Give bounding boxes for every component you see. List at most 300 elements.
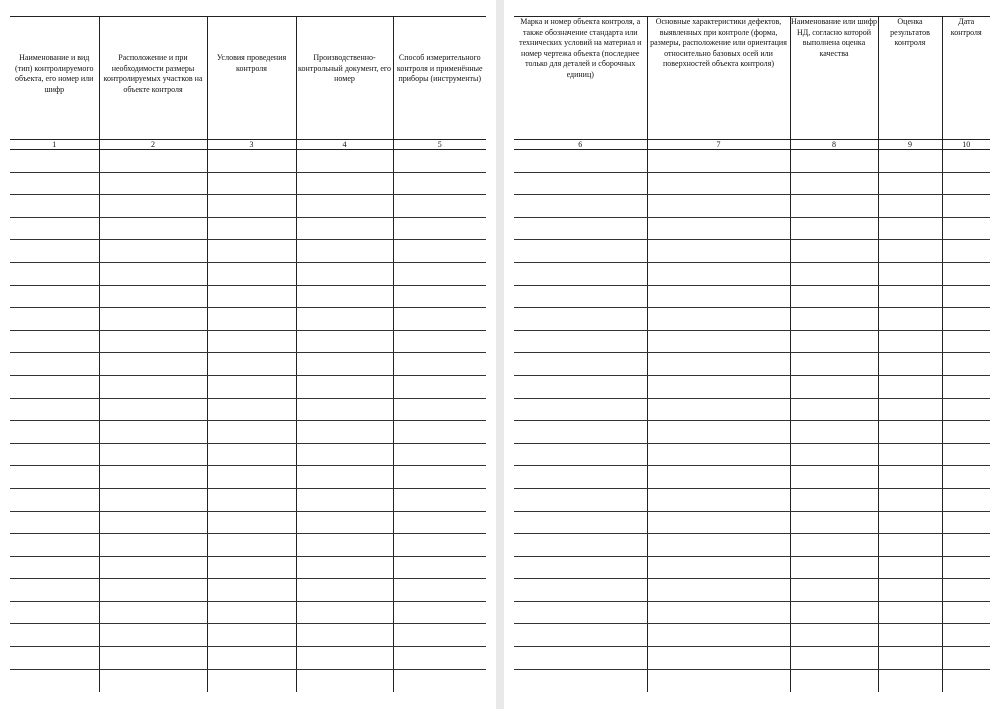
entry-cell[interactable]	[878, 398, 942, 421]
entry-cell[interactable]	[942, 308, 990, 331]
entry-cell[interactable]	[296, 466, 393, 489]
entry-row	[10, 375, 486, 398]
entry-cell[interactable]	[942, 579, 990, 602]
entry-cell[interactable]	[99, 488, 207, 511]
entry-cell[interactable]	[207, 647, 296, 670]
entry-cell[interactable]	[942, 262, 990, 285]
entry-cell[interactable]	[393, 330, 486, 353]
entry-cell[interactable]	[99, 172, 207, 195]
entry-cell[interactable]	[647, 601, 790, 624]
entry-row	[10, 285, 486, 308]
entry-cell[interactable]	[207, 195, 296, 218]
entry-row	[10, 240, 486, 263]
entry-cell[interactable]	[207, 556, 296, 579]
entry-cell[interactable]	[393, 421, 486, 444]
entry-cell[interactable]	[10, 285, 99, 308]
journal-table-right	[514, 16, 990, 692]
entry-cell[interactable]	[878, 330, 942, 353]
entry-cell[interactable]	[878, 669, 942, 692]
entry-cell[interactable]	[296, 172, 393, 195]
entry-cell[interactable]	[393, 511, 486, 534]
entry-cell[interactable]	[99, 398, 207, 421]
entry-cell[interactable]	[647, 647, 790, 670]
entry-cell[interactable]	[10, 443, 99, 466]
entry-cell[interactable]	[790, 330, 878, 353]
entry-row	[514, 195, 990, 218]
entry-cell[interactable]	[393, 624, 486, 647]
entry-cell[interactable]	[878, 353, 942, 376]
entry-cell[interactable]	[942, 647, 990, 670]
entry-row	[10, 398, 486, 421]
entry-cell[interactable]	[99, 669, 207, 692]
entry-cell[interactable]	[393, 647, 486, 670]
entry-cell[interactable]	[296, 330, 393, 353]
entry-cell[interactable]	[393, 601, 486, 624]
entry-cell[interactable]	[942, 150, 990, 173]
entry-cell[interactable]	[790, 195, 878, 218]
entry-cell[interactable]	[99, 421, 207, 444]
entry-cell[interactable]	[207, 262, 296, 285]
entry-cell[interactable]	[942, 466, 990, 489]
page-gutter	[496, 0, 504, 709]
entry-cell[interactable]	[207, 624, 296, 647]
entry-cell[interactable]	[393, 488, 486, 511]
entry-cell[interactable]	[878, 217, 942, 240]
entry-cell[interactable]	[878, 150, 942, 173]
entry-row	[10, 556, 486, 579]
entry-cell[interactable]	[514, 150, 647, 173]
entry-cell[interactable]	[942, 556, 990, 579]
entry-cell[interactable]	[790, 488, 878, 511]
entry-cell[interactable]	[10, 534, 99, 557]
entry-cell[interactable]	[10, 579, 99, 602]
entry-row	[514, 421, 990, 444]
entry-row	[514, 601, 990, 624]
entry-cell[interactable]	[878, 308, 942, 331]
entry-cell[interactable]	[99, 601, 207, 624]
entry-row	[514, 353, 990, 376]
entry-cell[interactable]	[393, 285, 486, 308]
entry-cell[interactable]	[393, 398, 486, 421]
entry-cell[interactable]	[296, 262, 393, 285]
entry-cell[interactable]	[647, 443, 790, 466]
entry-cell[interactable]	[942, 511, 990, 534]
entry-row	[10, 172, 486, 195]
entry-cell[interactable]	[393, 375, 486, 398]
entry-cell[interactable]	[10, 466, 99, 489]
entry-cell[interactable]	[514, 172, 647, 195]
entry-cell[interactable]	[207, 375, 296, 398]
entry-cell[interactable]	[647, 579, 790, 602]
entry-cell[interactable]	[942, 488, 990, 511]
entry-cell[interactable]	[207, 398, 296, 421]
entry-cell[interactable]	[878, 262, 942, 285]
entry-cell[interactable]	[296, 195, 393, 218]
entry-cell[interactable]	[878, 172, 942, 195]
entry-cell[interactable]	[942, 624, 990, 647]
entry-cell[interactable]	[647, 534, 790, 557]
entry-cell[interactable]	[207, 150, 296, 173]
column-header-2: Расположение и при необходимости размеры контролируемых участков на объекте контроля	[99, 17, 207, 140]
entry-cell[interactable]	[296, 398, 393, 421]
entry-cell[interactable]	[790, 353, 878, 376]
entry-cell[interactable]	[790, 150, 878, 173]
entry-cell[interactable]	[296, 217, 393, 240]
entry-cell[interactable]	[790, 308, 878, 331]
entry-cell[interactable]	[514, 285, 647, 308]
column-number-row	[514, 140, 990, 150]
entry-cell[interactable]	[10, 669, 99, 692]
entry-row	[10, 262, 486, 285]
entry-cell[interactable]	[942, 240, 990, 263]
entry-cell[interactable]	[10, 556, 99, 579]
entry-cell[interactable]	[10, 421, 99, 444]
entry-cell[interactable]	[647, 150, 790, 173]
journal-page-right	[504, 0, 1000, 709]
entry-cell[interactable]	[878, 511, 942, 534]
entry-cell[interactable]	[99, 624, 207, 647]
entry-cell[interactable]	[99, 308, 207, 331]
column-number: 4	[296, 140, 393, 150]
entry-cell[interactable]	[99, 330, 207, 353]
entry-cell[interactable]	[514, 647, 647, 670]
entry-cell[interactable]	[878, 624, 942, 647]
entry-cell[interactable]	[647, 398, 790, 421]
entry-cell[interactable]	[878, 647, 942, 670]
entry-cell[interactable]	[99, 534, 207, 557]
entry-row	[514, 375, 990, 398]
entry-cell[interactable]	[514, 421, 647, 444]
entry-cell[interactable]	[647, 488, 790, 511]
entry-row	[514, 579, 990, 602]
entry-cell[interactable]	[878, 601, 942, 624]
entry-row	[10, 579, 486, 602]
entry-cell[interactable]	[942, 398, 990, 421]
entry-row	[514, 511, 990, 534]
entry-cell[interactable]	[393, 195, 486, 218]
entry-cell[interactable]	[99, 195, 207, 218]
entry-cell[interactable]	[790, 443, 878, 466]
entry-cell[interactable]	[393, 172, 486, 195]
entry-cell[interactable]	[878, 285, 942, 308]
entry-cell[interactable]	[207, 579, 296, 602]
entry-cell[interactable]	[10, 375, 99, 398]
entry-cell[interactable]	[296, 579, 393, 602]
entry-cell[interactable]	[942, 534, 990, 557]
entry-cell[interactable]	[99, 466, 207, 489]
entry-cell[interactable]	[393, 466, 486, 489]
entry-cell[interactable]	[647, 240, 790, 263]
entry-cell[interactable]	[647, 375, 790, 398]
entry-cell[interactable]	[790, 217, 878, 240]
entry-cell[interactable]	[296, 308, 393, 331]
entry-cell[interactable]	[942, 330, 990, 353]
entry-cell[interactable]	[296, 669, 393, 692]
entry-cell[interactable]	[514, 240, 647, 263]
entry-cell[interactable]	[207, 353, 296, 376]
entry-cell[interactable]	[296, 375, 393, 398]
entry-row	[514, 624, 990, 647]
column-header-1: Наименование и вид (тип) контролируемого объекта, его номер или шифр	[10, 17, 99, 140]
entry-cell[interactable]	[647, 308, 790, 331]
entry-cell[interactable]	[393, 240, 486, 263]
entry-cell[interactable]	[878, 195, 942, 218]
entry-cell[interactable]	[207, 534, 296, 557]
entry-cell[interactable]	[514, 624, 647, 647]
entry-cell[interactable]	[647, 353, 790, 376]
entry-cell[interactable]	[942, 443, 990, 466]
entry-row	[10, 217, 486, 240]
entry-cell[interactable]	[207, 421, 296, 444]
entry-cell[interactable]	[207, 511, 296, 534]
entry-cell[interactable]	[514, 398, 647, 421]
entry-cell[interactable]	[296, 534, 393, 557]
entry-cell[interactable]	[514, 556, 647, 579]
entry-cell[interactable]	[207, 488, 296, 511]
entry-cell[interactable]	[10, 150, 99, 173]
entry-cell[interactable]	[296, 647, 393, 670]
entry-cell[interactable]	[207, 330, 296, 353]
entry-cell[interactable]	[942, 172, 990, 195]
column-number: 9	[878, 140, 942, 150]
entry-cell[interactable]	[790, 466, 878, 489]
entry-cell[interactable]	[296, 421, 393, 444]
entry-cell[interactable]	[514, 601, 647, 624]
entry-cell[interactable]	[514, 579, 647, 602]
column-header-5: Способ измерительного контроля и применённые приборы (инструменты)	[393, 17, 486, 140]
entry-cell[interactable]	[942, 285, 990, 308]
entry-cell[interactable]	[514, 488, 647, 511]
column-header-7: Основные характеристики дефектов, выявленных при контроле (форма, размеры, расположение или ориентация относительно базовых осей или поверхностей объекта контроля)	[647, 17, 790, 140]
entry-cell[interactable]	[99, 150, 207, 173]
entry-cell[interactable]	[514, 669, 647, 692]
entry-cell[interactable]	[514, 353, 647, 376]
entry-cell[interactable]	[296, 488, 393, 511]
entry-cell[interactable]	[10, 511, 99, 534]
entry-cell[interactable]	[10, 647, 99, 670]
entry-cell[interactable]	[790, 172, 878, 195]
entry-cell[interactable]	[514, 443, 647, 466]
column-header-8: Наименование или шифр НД, согласно которой выполнена оценка качества	[790, 17, 878, 140]
column-header-6: Марка и номер объекта контроля, а также обозначение стандарта или технических условий на материал и номер чертежа объекта (последнее только для деталей и сборочных единиц)	[514, 17, 647, 140]
entry-cell[interactable]	[878, 240, 942, 263]
entry-cell[interactable]	[647, 556, 790, 579]
entry-cell[interactable]	[99, 647, 207, 670]
entry-cell[interactable]	[790, 398, 878, 421]
column-number: 7	[647, 140, 790, 150]
entry-cell[interactable]	[790, 624, 878, 647]
entry-cell[interactable]	[393, 556, 486, 579]
entry-cell[interactable]	[942, 601, 990, 624]
entry-cell[interactable]	[296, 511, 393, 534]
entry-cell[interactable]	[393, 353, 486, 376]
entry-cell[interactable]	[514, 534, 647, 557]
entry-row	[10, 421, 486, 444]
entry-cell[interactable]	[207, 172, 296, 195]
entry-row	[514, 285, 990, 308]
column-number: 6	[514, 140, 647, 150]
entry-cell[interactable]	[10, 601, 99, 624]
entry-cell[interactable]	[790, 375, 878, 398]
entry-cell[interactable]	[296, 240, 393, 263]
entry-row	[10, 353, 486, 376]
entry-cell[interactable]	[790, 240, 878, 263]
entry-row	[10, 488, 486, 511]
entry-row	[10, 195, 486, 218]
entry-row	[514, 398, 990, 421]
entry-cell[interactable]	[10, 217, 99, 240]
column-number: 2	[99, 140, 207, 150]
entry-cell[interactable]	[10, 624, 99, 647]
entry-row	[514, 330, 990, 353]
entry-cell[interactable]	[647, 217, 790, 240]
entry-row	[10, 601, 486, 624]
entry-cell[interactable]	[647, 466, 790, 489]
entry-cell[interactable]	[393, 262, 486, 285]
entry-cell[interactable]	[647, 511, 790, 534]
entry-cell[interactable]	[878, 375, 942, 398]
journal-page-left	[0, 0, 496, 709]
entry-cell[interactable]	[942, 217, 990, 240]
entry-row	[514, 217, 990, 240]
column-number: 1	[10, 140, 99, 150]
entry-cell[interactable]	[393, 579, 486, 602]
entry-cell[interactable]	[647, 195, 790, 218]
entry-cell[interactable]	[10, 488, 99, 511]
entry-cell[interactable]	[207, 308, 296, 331]
entry-cell[interactable]	[790, 647, 878, 670]
entry-cell[interactable]	[942, 353, 990, 376]
entry-cell[interactable]	[99, 262, 207, 285]
entry-cell[interactable]	[790, 669, 878, 692]
entry-cell[interactable]	[942, 195, 990, 218]
entry-cell[interactable]	[647, 421, 790, 444]
entry-cell[interactable]	[393, 534, 486, 557]
entry-cell[interactable]	[99, 217, 207, 240]
entry-cell[interactable]	[942, 421, 990, 444]
entry-cell[interactable]	[647, 262, 790, 285]
entry-cell[interactable]	[296, 443, 393, 466]
entry-cell[interactable]	[878, 556, 942, 579]
entry-cell[interactable]	[99, 285, 207, 308]
entry-cell[interactable]	[296, 601, 393, 624]
entry-cell[interactable]	[393, 217, 486, 240]
entry-cell[interactable]	[99, 375, 207, 398]
entry-cell[interactable]	[878, 443, 942, 466]
entry-cell[interactable]	[514, 466, 647, 489]
entry-cell[interactable]	[10, 262, 99, 285]
entry-cell[interactable]	[99, 240, 207, 263]
entry-cell[interactable]	[10, 240, 99, 263]
entry-cell[interactable]	[790, 285, 878, 308]
entry-cell[interactable]	[10, 308, 99, 331]
entry-row	[10, 511, 486, 534]
entry-cell[interactable]	[99, 556, 207, 579]
column-number: 5	[393, 140, 486, 150]
entry-cell[interactable]	[207, 443, 296, 466]
entry-cell[interactable]	[10, 330, 99, 353]
entry-cell[interactable]	[296, 285, 393, 308]
entry-cell[interactable]	[393, 150, 486, 173]
column-header-10: Дата контроля	[942, 17, 990, 140]
entry-cell[interactable]	[296, 556, 393, 579]
entry-cell[interactable]	[647, 624, 790, 647]
entry-cell[interactable]	[207, 217, 296, 240]
entry-cell[interactable]	[514, 375, 647, 398]
entry-cell[interactable]	[10, 172, 99, 195]
entry-cell[interactable]	[296, 353, 393, 376]
entry-row	[514, 262, 990, 285]
entry-cell[interactable]	[942, 669, 990, 692]
entry-cell[interactable]	[878, 421, 942, 444]
entry-cell[interactable]	[647, 669, 790, 692]
entry-cell[interactable]	[99, 511, 207, 534]
entry-cell[interactable]	[99, 443, 207, 466]
entry-row	[10, 466, 486, 489]
entry-cell[interactable]	[790, 262, 878, 285]
entry-cell[interactable]	[790, 511, 878, 534]
entry-cell[interactable]	[207, 240, 296, 263]
entry-cell[interactable]	[878, 466, 942, 489]
entry-cell[interactable]	[514, 308, 647, 331]
entry-cell[interactable]	[10, 353, 99, 376]
entry-cell[interactable]	[647, 172, 790, 195]
entry-cell[interactable]	[99, 353, 207, 376]
entry-cell[interactable]	[393, 308, 486, 331]
entry-cell[interactable]	[878, 579, 942, 602]
entry-cell[interactable]	[207, 285, 296, 308]
entry-cell[interactable]	[790, 534, 878, 557]
entry-cell[interactable]	[207, 601, 296, 624]
entry-cell[interactable]	[99, 579, 207, 602]
entry-cell[interactable]	[790, 601, 878, 624]
entry-cell[interactable]	[790, 421, 878, 444]
entry-cell[interactable]	[514, 217, 647, 240]
entry-cell[interactable]	[514, 330, 647, 353]
entry-cell[interactable]	[647, 285, 790, 308]
entry-row	[10, 150, 486, 173]
entry-cell[interactable]	[10, 398, 99, 421]
entry-row	[514, 443, 990, 466]
column-header-4: Производственно-контрольный документ, его номер	[296, 17, 393, 140]
entry-row	[514, 466, 990, 489]
entry-cell[interactable]	[207, 466, 296, 489]
entry-cell[interactable]	[647, 330, 790, 353]
entry-cell[interactable]	[514, 262, 647, 285]
entry-cell[interactable]	[393, 669, 486, 692]
entry-row	[514, 556, 990, 579]
entry-row	[10, 308, 486, 331]
entry-cell[interactable]	[878, 488, 942, 511]
entry-cell[interactable]	[790, 579, 878, 602]
column-number: 10	[942, 140, 990, 150]
entry-cell[interactable]	[296, 150, 393, 173]
entry-cell[interactable]	[790, 556, 878, 579]
entry-cell[interactable]	[514, 195, 647, 218]
entry-cell[interactable]	[942, 375, 990, 398]
entry-row	[10, 443, 486, 466]
column-number-row	[10, 140, 486, 150]
entry-row	[514, 150, 990, 173]
entry-cell[interactable]	[393, 443, 486, 466]
entry-row	[10, 534, 486, 557]
entry-cell[interactable]	[207, 669, 296, 692]
entry-cell[interactable]	[878, 534, 942, 557]
entry-cell[interactable]	[10, 195, 99, 218]
entry-cell[interactable]	[514, 511, 647, 534]
entry-row	[514, 488, 990, 511]
entry-cell[interactable]	[296, 624, 393, 647]
